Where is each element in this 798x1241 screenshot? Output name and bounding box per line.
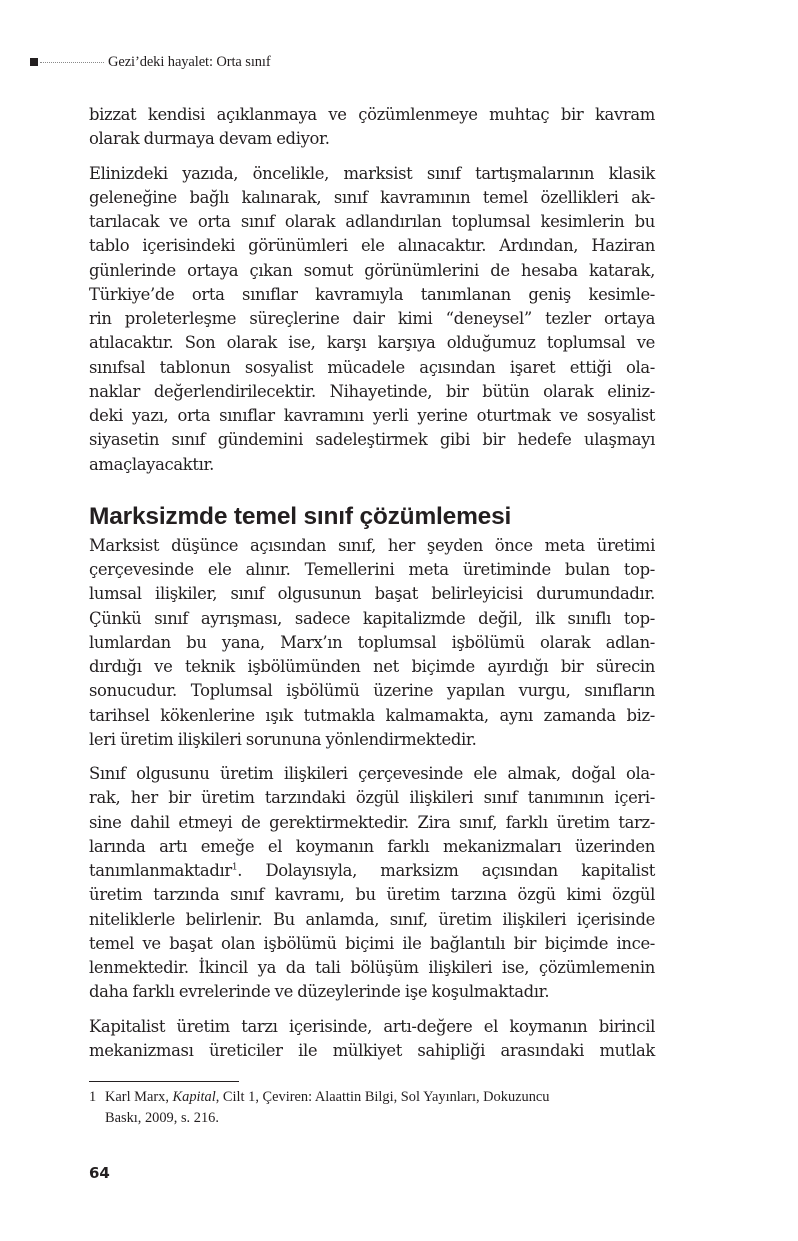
text-line: tarılacak ve orta sınıf olarak adlandırılan toplumsal kesimlerin bu	[89, 212, 655, 231]
text-line: temel ve başat olan işbölümü biçimi ile bağlantılı bir biçimde ince-	[89, 933, 655, 953]
text-line: deki yazı, orta sınıflar kavramını yerli yerine oturtmak ve sosyalist	[89, 406, 655, 425]
running-header	[30, 53, 271, 71]
text-line: Sınıf olgusunu üretim ilişkileri çerçevesinde ele almak, doğal ola-	[89, 764, 655, 783]
text-line: siyasetin sınıf gündemini sadeleştirmek gibi bir hedefe ulaşmayı	[89, 430, 655, 450]
dotted-leader	[40, 62, 104, 63]
text-line: günlerinde ortaya çıkan somut görünümlerini de hesaba katarak,	[89, 260, 655, 280]
text-line-with-footnote-ref	[89, 859, 655, 883]
text-line: sınıfsal tablonun sosyalist mücadele açısından işaret ettiği ola-	[89, 357, 655, 377]
text-line: larında artı emeğe el koymanın farklı mekanizmaları üzerinden	[89, 836, 655, 856]
square-bullet-icon	[30, 58, 38, 66]
text-line: Kapitalist üretim tarzı içerisinde, artı-değere el koymanın birincil	[89, 1016, 655, 1036]
paragraph	[89, 103, 655, 152]
footnote-number: 1	[89, 1089, 97, 1105]
text-line: Elinizdeki yazıda, öncelikle, marksist sınıf tartışmalarının klasik	[89, 163, 655, 183]
footnote-line: Baskı, 2009, s. 216.	[105, 1110, 219, 1126]
footnote-reference-link[interactable]: 1	[231, 862, 238, 873]
text-fragment: . Dolayısıyla, marksizm açısından kapitalist	[237, 861, 655, 880]
text-line: daha farklı evrelerinde ve düzeylerinde işe koşulmaktadır.	[89, 982, 550, 1002]
text-line: geleneğine bağlı kalınarak, sınıf kavramının temel özellikleri ak-	[89, 187, 655, 207]
text-line: olarak durmaya devam ediyor.	[89, 129, 330, 149]
text-line: üretim tarzında sınıf kavramı, bu üretim tarzına özgü kimi özgül	[89, 885, 655, 905]
text-line: Marksist düşünce açısından sınıf, her şeyden önce meta üretimi	[89, 535, 655, 555]
text-line: rin proleterleşme süreçlerine dair kimi “deneysel” tezler ortaya	[89, 309, 655, 328]
paragraph	[89, 534, 655, 752]
text-line: tablo içerisindeki görünümleri ele alınacaktır. Ardından, Haziran	[89, 236, 655, 256]
text-line: Çünkü sınıf ayrışması, sadece kapitalizmde değil, ilk sınıflı top-	[89, 608, 655, 628]
page-body	[89, 103, 655, 1073]
paragraph	[89, 162, 655, 477]
page-number: 64	[89, 1164, 110, 1182]
footnote-book-title: Kapital	[172, 1089, 216, 1105]
footnote-author: Karl Marx,	[105, 1089, 173, 1105]
text-line: Türkiye’de orta sınıflar kavramıyla tanımlanan geniş kesimle-	[89, 284, 655, 304]
paragraph	[89, 1015, 655, 1064]
text-fragment: tanımlanmaktadır	[89, 861, 232, 880]
section-heading: Marksizmde temel sınıf çözümlemesi	[89, 502, 512, 530]
text-line: niteliklerle belirlenir. Bu anlamda, sınıf, üretim ilişkileri içerisinde	[89, 909, 655, 929]
footnote-line	[89, 1089, 550, 1105]
text-line: rak, her bir üretim tarzındaki özgül ilişkileri sınıf tanımının içeri-	[89, 788, 655, 808]
text-line: amaçlayacaktır.	[89, 454, 215, 474]
footnote-separator	[89, 1081, 239, 1082]
text-line: leri üretim ilişkileri sorununa yönlendirmektedir.	[89, 729, 477, 749]
text-line: lenmektedir. İkincil ya da tali bölüşüm ilişkileri ise, çözümlemenin	[89, 958, 655, 977]
text-line: naklar değerlendirilecektir. Nihayetinde, bir bütün olarak eliniz-	[89, 381, 655, 401]
text-line: lumlardan bu yana, Marx’ın toplumsal işbölümü olarak adlan-	[89, 632, 655, 652]
text-line: dırdığı ve teknik işbölümünden net biçimde ayırdığı bir sürecin	[89, 657, 655, 676]
text-line: atılacaktır. Son olarak ise, karşı karşıya olduğumuz toplumsal ve	[89, 333, 655, 353]
text-line: sine dahil etmeyi de gerektirmektedir. Zira sınıf, farklı üretim tarz-	[89, 812, 655, 832]
text-line: sonucudur. Toplumsal işbölümü üzerine yapılan vurgu, sınıfların	[89, 681, 655, 701]
paragraph	[89, 762, 655, 1005]
text-line: mekanizması üreticiler ile mülkiyet sahipliği arasındaki mutlak	[89, 1040, 655, 1060]
footnote-details: , Cilt 1, Çeviren: Alaattin Bilgi, Sol Yayınları, Dokuzuncu	[215, 1089, 550, 1105]
text-line: çerçevesinde ele alınır. Temellerini meta üretiminde bulan top-	[89, 560, 655, 579]
text-line: tarihsel kökenlerine ışık tutmakla kalmamakta, aynı zamanda biz-	[89, 705, 655, 725]
running-title: Gezi’deki hayalet: Orta sınıf	[108, 53, 271, 70]
text-line: lumsal ilişkiler, sınıf olgusunun başat belirleyicisi durumundadır.	[89, 584, 655, 604]
text-line: bizzat kendisi açıklanmaya ve çözümlenmeye muhtaç bir kavram	[89, 105, 655, 124]
footnote	[89, 1087, 655, 1129]
